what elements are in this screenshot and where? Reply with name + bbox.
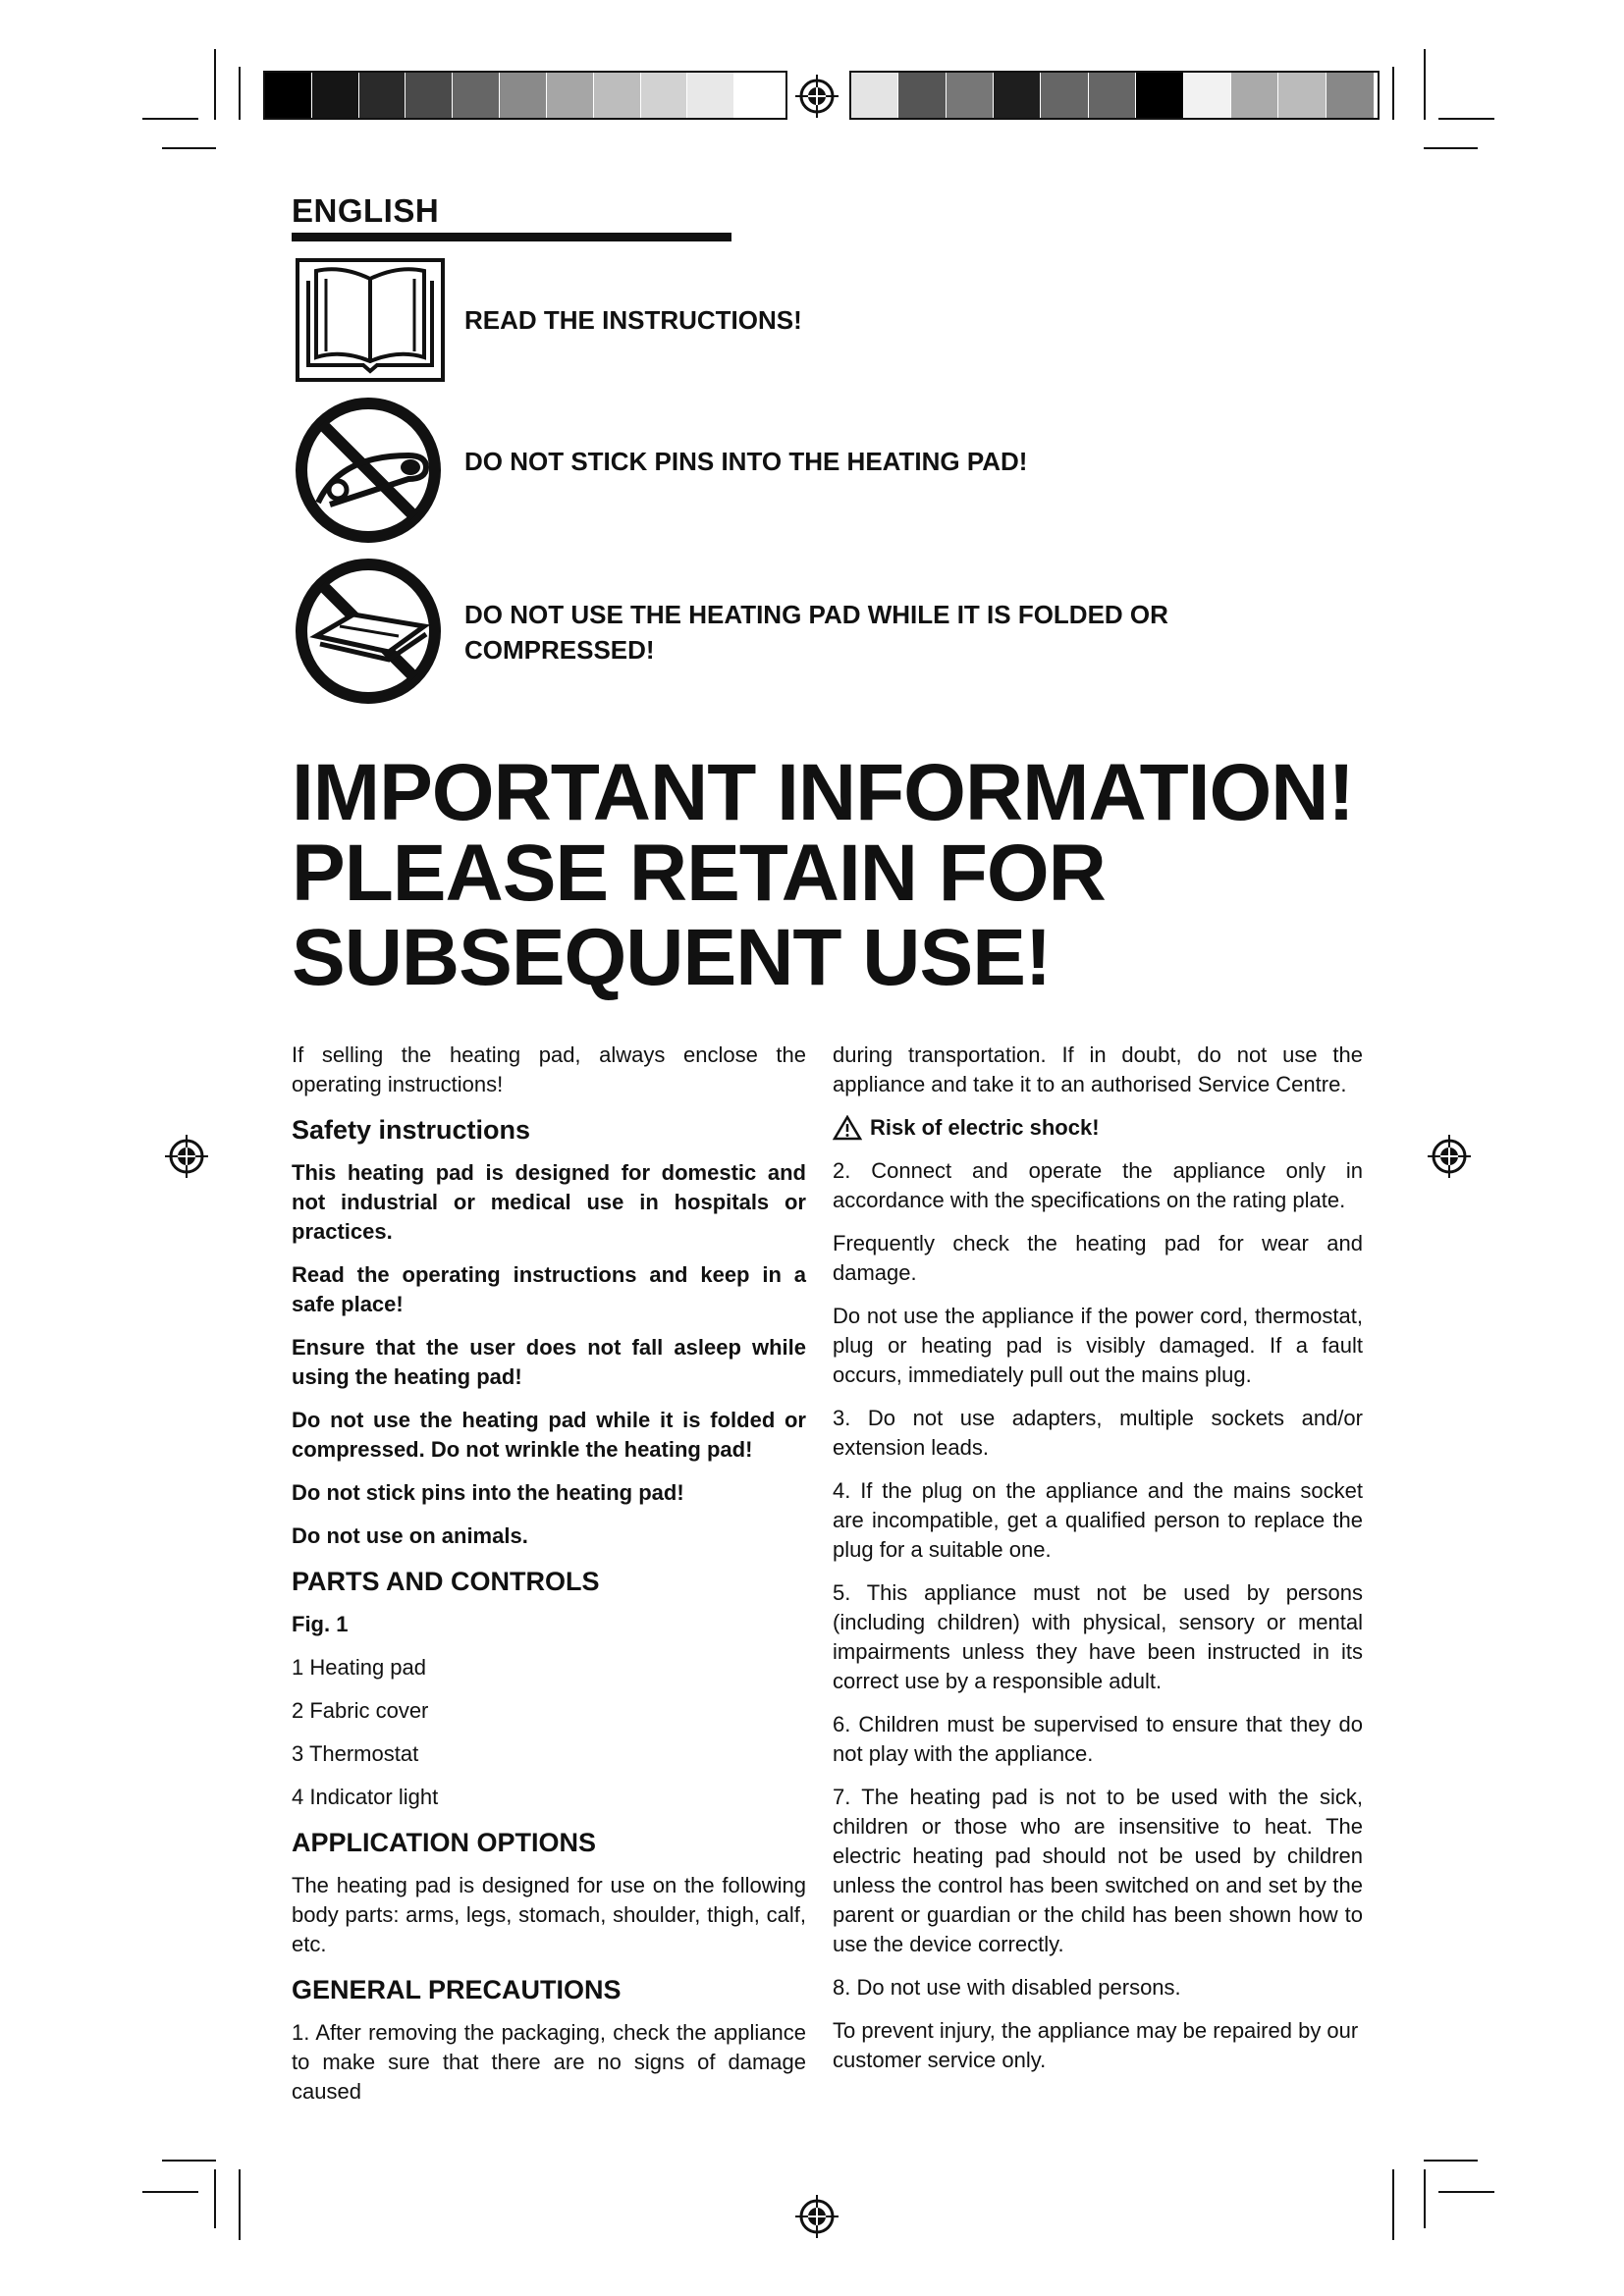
precaution-item: Do not use the appliance if the power cord, thermostat, plug or heating pad is visibly damaged. If a fault occurs, immediately pull out the mains plug. <box>833 1304 1363 1387</box>
general-precautions-heading: GENERAL PRECAUTIONS <box>292 1975 622 2004</box>
crop-mark <box>1424 2169 1426 2228</box>
safety-item: Do not stick pins into the heating pad! <box>292 1480 684 1505</box>
icon-label-no-folding: DO NOT USE THE HEATING PAD WHILE IT IS FOLDED OR COMPRESSED! <box>464 600 1168 665</box>
precaution-item: 3. Do not use adapters, multiple sockets and/or extension leads. <box>833 1406 1363 1460</box>
safety-item: Do not use the heating pad while it is folded or compressed. Do not wrinkle the heating pad! <box>292 1408 806 1462</box>
parts-item: 3 Thermostat <box>292 1741 419 1766</box>
precaution-item: 7. The heating pad is not to be used with the sick, children or those who are insensitive to heat. The electric heating pad should not be used by children unless the control has been switched on and set by the parent or guardian or the child has been shown how to use the device correctly. <box>833 1785 1363 1956</box>
continuation-text: during transportation. If in doubt, do not use the appliance and take it to an authorised Service Centre. <box>833 1042 1363 1096</box>
general-precaution-1: 1. After removing the packaging, check the appliance to make sure that there are no signs of damage caused <box>292 2020 806 2104</box>
color-swatch <box>947 73 994 118</box>
title-line-2: PLEASE RETAIN FOR <box>292 828 1106 918</box>
precaution-item: 6. Children must be supervised to ensure that they do not play with the appliance. <box>833 1712 1363 1766</box>
crop-mark <box>142 2191 198 2193</box>
precaution-item: To prevent injury, the appliance may be repaired by our customer service only. <box>833 2018 1359 2072</box>
right-column <box>833 1041 1363 2089</box>
crop-mark <box>1392 67 1394 120</box>
crop-mark <box>1424 2160 1478 2162</box>
title-line-3: SUBSEQUENT USE! <box>292 913 1052 1002</box>
color-swatch <box>406 73 453 118</box>
application-text: The heating pad is designed for use on the following body parts: arms, legs, stomach, shoulder, thigh, calf, etc. <box>292 1873 806 1956</box>
safety-heading: Safety instructions <box>292 1115 531 1145</box>
crop-mark <box>1424 49 1426 120</box>
no-pins-icon <box>291 397 446 544</box>
color-swatch <box>359 73 406 118</box>
precaution-item: Frequently check the heating pad for wear and damage. <box>833 1231 1363 1285</box>
registration-mark-icon <box>1428 1135 1471 1178</box>
color-swatch <box>994 73 1041 118</box>
safety-item: This heating pad is designed for domestic and not industrial or medical use in hospitals or practices. <box>292 1160 806 1244</box>
no-folding-icon <box>291 558 446 705</box>
warning-text: Risk of electric shock! <box>870 1115 1100 1140</box>
color-swatch <box>1089 73 1136 118</box>
electric-shock-warning <box>833 1113 1363 1143</box>
color-swatch <box>641 73 688 118</box>
crop-mark <box>142 118 198 120</box>
crop-mark <box>239 67 241 120</box>
icon-label-no-pins: DO NOT STICK PINS INTO THE HEATING PAD! <box>464 447 1028 476</box>
crop-mark <box>1438 2191 1494 2193</box>
precaution-item: 5. This appliance must not be used by persons (including children) with physical, sensory or mental impairments unless they have been instructed in its correct use by a responsible adult. <box>833 1580 1363 1693</box>
color-swatch <box>687 73 734 118</box>
color-swatch <box>851 73 898 118</box>
book-icon <box>295 257 446 383</box>
color-swatch <box>1184 73 1231 118</box>
safety-item: Ensure that the user does not fall asleep while using the heating pad! <box>292 1335 806 1389</box>
crop-mark <box>214 2169 216 2228</box>
registration-mark-icon <box>165 1135 208 1178</box>
precaution-item: 2. Connect and operate the appliance only in accordance with the specifications on the rating plate. <box>833 1158 1363 1212</box>
intro-text: If selling the heating pad, always enclose the operating instructions! <box>292 1042 806 1096</box>
color-swatch <box>734 73 782 118</box>
precaution-item: 4. If the plug on the appliance and the mains socket are incompatible, get a qualified person to replace the plug for a suitable one. <box>833 1478 1363 1562</box>
crop-mark <box>1438 118 1494 120</box>
parts-heading: PARTS AND CONTROLS <box>292 1567 600 1596</box>
crop-mark <box>162 2160 216 2162</box>
left-column <box>292 1041 806 2120</box>
crop-mark <box>1424 147 1478 149</box>
color-swatch <box>453 73 500 118</box>
application-heading: APPLICATION OPTIONS <box>292 1828 597 1857</box>
title-line-1: IMPORTANT INFORMATION! <box>292 748 1354 837</box>
warning-triangle-icon <box>833 1115 862 1141</box>
parts-item: 4 Indicator light <box>292 1785 439 1809</box>
crop-mark <box>1392 2169 1394 2240</box>
crop-mark <box>239 2169 241 2240</box>
color-swatch <box>547 73 594 118</box>
color-swatch <box>1326 73 1374 118</box>
color-swatch <box>500 73 547 118</box>
color-swatch <box>594 73 641 118</box>
registration-mark-icon <box>795 75 839 118</box>
figure-label: Fig. 1 <box>292 1612 349 1636</box>
color-swatch <box>312 73 359 118</box>
registration-mark-icon <box>795 2195 839 2238</box>
crop-mark <box>214 49 216 120</box>
color-swatch <box>1231 73 1278 118</box>
safety-item: Read the operating instructions and keep in a safe place! <box>292 1262 806 1316</box>
color-calibration-bar-left <box>263 71 787 120</box>
color-swatch <box>1041 73 1088 118</box>
parts-item: 2 Fabric cover <box>292 1698 429 1723</box>
color-swatch <box>265 73 312 118</box>
color-swatch <box>1136 73 1183 118</box>
heading-underline <box>292 233 731 241</box>
color-calibration-bar-right <box>849 71 1380 120</box>
language-heading: ENGLISH <box>292 192 440 229</box>
color-swatch <box>1278 73 1326 118</box>
color-swatch <box>898 73 946 118</box>
crop-mark <box>162 147 216 149</box>
icon-label-read-instructions: READ THE INSTRUCTIONS! <box>464 305 802 335</box>
safety-item: Do not use on animals. <box>292 1523 528 1548</box>
parts-item: 1 Heating pad <box>292 1655 426 1680</box>
precaution-item: 8. Do not use with disabled persons. <box>833 1975 1181 2000</box>
